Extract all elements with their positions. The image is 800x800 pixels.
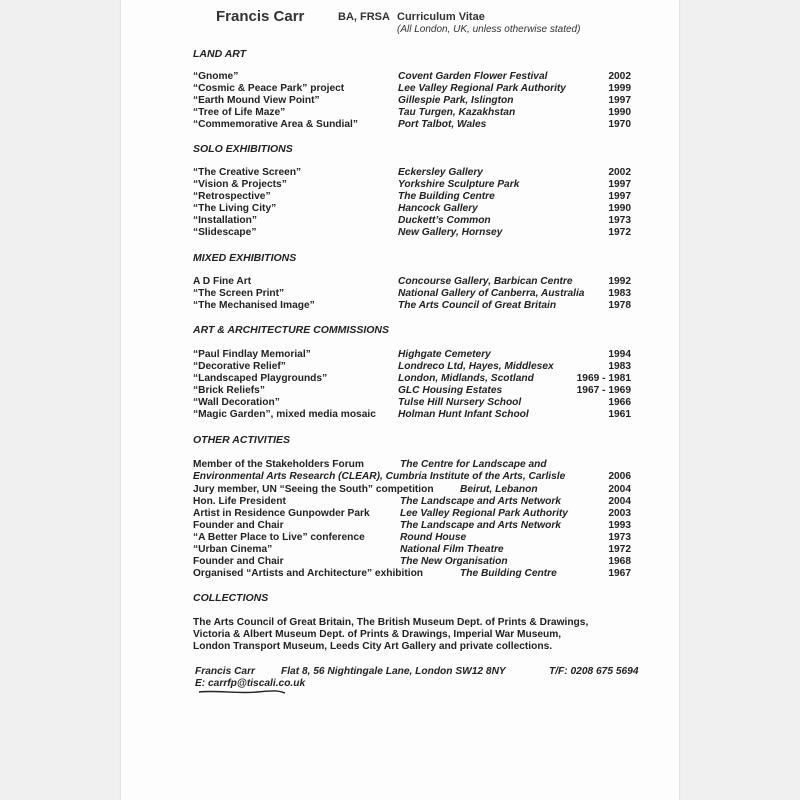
entry-work: Organised “Artists and Architecture” exhibition	[193, 568, 424, 579]
footer-address: Flat 8, 56 Nightingale Lane, London SW12 8NY	[281, 666, 506, 677]
entry-place: Hancock Gallery	[398, 203, 478, 214]
entry-year: 1973	[608, 215, 631, 226]
entry-place: The Building Centre	[398, 191, 495, 202]
footer-email: E: carrfp@tiscali.co.uk	[195, 678, 306, 689]
entry-year: 1994	[608, 349, 631, 360]
entry-place: Holman Hunt Infant School	[398, 409, 529, 420]
entry-place: The Landscape and Arts Network	[400, 520, 561, 531]
entry-year: 1999	[608, 83, 631, 94]
entry-full-line: Environmental Arts Research (CLEAR), Cumbria Institute of the Arts, Carlisle	[193, 471, 566, 482]
entry-year: 1997	[608, 191, 631, 202]
entry-year: 2006	[608, 471, 631, 482]
entry-work: “Retrospective”	[193, 191, 271, 202]
cv-title: Curriculum Vitae	[397, 11, 485, 23]
entry-place: Beirut, Lebanon	[460, 484, 538, 495]
entry-place: GLC Housing Estates	[398, 385, 503, 396]
entry-place: Lee Valley Regional Park Authority	[400, 508, 568, 519]
entry-place: The Building Centre	[460, 568, 557, 579]
entry-year: 1990	[608, 203, 631, 214]
entry-place: Port Talbot, Wales	[398, 119, 487, 130]
entry-year: 1983	[608, 288, 631, 299]
section-heading-mixed-exhibitions: MIXED EXHIBITIONS	[193, 252, 297, 264]
entry-work: “Decorative Relief”	[193, 361, 286, 372]
entry-place: Londreco Ltd, Hayes, Middlesex	[398, 361, 554, 372]
collections-line: The Arts Council of Great Britain, The British Museum Dept. of Prints & Drawings,	[193, 617, 589, 628]
entry-place: New Gallery, Hornsey	[398, 227, 503, 238]
entry-work: Founder and Chair	[193, 556, 284, 567]
entry-place: Concourse Gallery, Barbican Centre	[398, 276, 573, 287]
entry-work: “Commemorative Area & Sundial”	[193, 119, 358, 130]
entry-place: Tulse Hill Nursery School	[398, 397, 522, 408]
entry-year: 1983	[608, 361, 631, 372]
entry-work: “A Better Place to Live” conference	[193, 532, 365, 543]
entry-work: “Vision & Projects”	[193, 179, 287, 190]
entry-year: 1961	[608, 409, 631, 420]
entry-work: “The Living City”	[193, 203, 277, 214]
entry-year: 1992	[608, 276, 631, 287]
entry-place: London, Midlands, Scotland	[398, 373, 534, 384]
entry-place: Covent Garden Flower Festival	[398, 71, 548, 82]
entry-work: Artist in Residence Gunpowder Park	[193, 508, 370, 519]
entry-work: “The Mechanised Image”	[193, 300, 315, 311]
entry-place: National Film Theatre	[400, 544, 504, 555]
collections-line: London Transport Museum, Leeds City Art Gallery and private collections.	[193, 641, 553, 652]
entry-year: 2004	[608, 496, 631, 507]
entry-place: Yorkshire Sculpture Park	[398, 179, 520, 190]
entry-year: 2004	[608, 484, 631, 495]
entry-year: 1968	[608, 556, 631, 567]
entry-work: A D Fine Art	[193, 276, 252, 287]
entry-place: Gillespie Park, Islington	[398, 95, 514, 106]
entry-place: Tau Turgen, Kazakhstan	[398, 107, 516, 118]
entry-work: Hon. Life President	[193, 496, 286, 507]
entry-year: 1972	[608, 227, 631, 238]
entry-year: 1970	[608, 119, 631, 130]
entry-place: National Gallery of Canberra, Australia	[398, 288, 585, 299]
entry-place: Duckett’s Common	[398, 215, 491, 226]
entry-year: 1990	[608, 107, 631, 118]
entry-place: The Arts Council of Great Britain	[398, 300, 557, 311]
entry-year: 1972	[608, 544, 631, 555]
entry-place: Highgate Cemetery	[398, 349, 491, 360]
entry-place: Eckersley Gallery	[398, 167, 483, 178]
footer-phone: T/F: 0208 675 5694	[549, 666, 639, 677]
entry-year: 2002	[608, 167, 631, 178]
entry-work: “Gnome”	[193, 71, 239, 82]
cv-note: (All London, UK, unless otherwise stated)	[397, 24, 581, 35]
cv-page	[121, 0, 679, 800]
entry-work: “Paul Findlay Memorial”	[193, 349, 311, 360]
entry-work: Jury member, UN “Seeing the South” competition	[193, 484, 434, 495]
entry-work: “Magic Garden”, mixed media mosaic	[193, 409, 376, 420]
entry-year: 1978	[608, 300, 631, 311]
entry-place: The New Organisation	[400, 556, 508, 567]
section-heading-solo-exhibitions: SOLO EXHIBITIONS	[193, 143, 293, 155]
collections-line: Victoria & Albert Museum Dept. of Prints & Drawings, Imperial War Museum,	[193, 629, 562, 640]
entry-year: 1997	[608, 95, 631, 106]
entry-year: 1967 - 1969	[576, 385, 631, 396]
entry-work: “Slidescape”	[193, 227, 257, 238]
entry-year: 1973	[608, 532, 631, 543]
cv-qualifications: BA, FRSA	[338, 11, 390, 23]
footer-name: Francis Carr	[195, 666, 256, 677]
section-heading-other-activities: OTHER ACTIVITIES	[193, 434, 291, 446]
entry-work: “Wall Decoration”	[193, 397, 280, 408]
entry-year: 1997	[608, 179, 631, 190]
entry-work: “The Creative Screen”	[193, 167, 302, 178]
entry-year: 1993	[608, 520, 631, 531]
section-heading-commissions: ART & ARCHITECTURE COMMISSIONS	[193, 324, 390, 336]
entry-work: “Cosmic & Peace Park” project	[193, 83, 345, 94]
entry-year: 1966	[608, 397, 631, 408]
entry-work: “Tree of Life Maze”	[193, 107, 286, 118]
entry-year: 1969 - 1981	[576, 373, 631, 384]
entry-work: Member of the Stakeholders Forum	[193, 459, 364, 470]
entry-year: 2003	[608, 508, 631, 519]
entry-place: The Centre for Landscape and	[400, 459, 547, 470]
entry-place: Lee Valley Regional Park Authority	[398, 83, 566, 94]
entry-work: “Landscaped Playgrounds”	[193, 373, 328, 384]
section-heading-land-art: LAND ART	[193, 48, 247, 60]
entry-work: Founder and Chair	[193, 520, 284, 531]
entry-place: Round House	[400, 532, 467, 543]
entry-work: “Brick Reliefs”	[193, 385, 265, 396]
entry-work: “Installation”	[193, 215, 257, 226]
entry-year: 1967	[608, 568, 631, 579]
entry-work: “The Screen Print”	[193, 288, 285, 299]
cv-name: Francis Carr	[216, 8, 305, 25]
entry-year: 2002	[608, 71, 631, 82]
entry-work: “Earth Mound View Point”	[193, 95, 320, 106]
entry-place: The Landscape and Arts Network	[400, 496, 561, 507]
entry-work: “Urban Cinema”	[193, 544, 273, 555]
section-heading-collections: COLLECTIONS	[193, 592, 269, 604]
handwritten-strike-mark	[197, 689, 287, 695]
